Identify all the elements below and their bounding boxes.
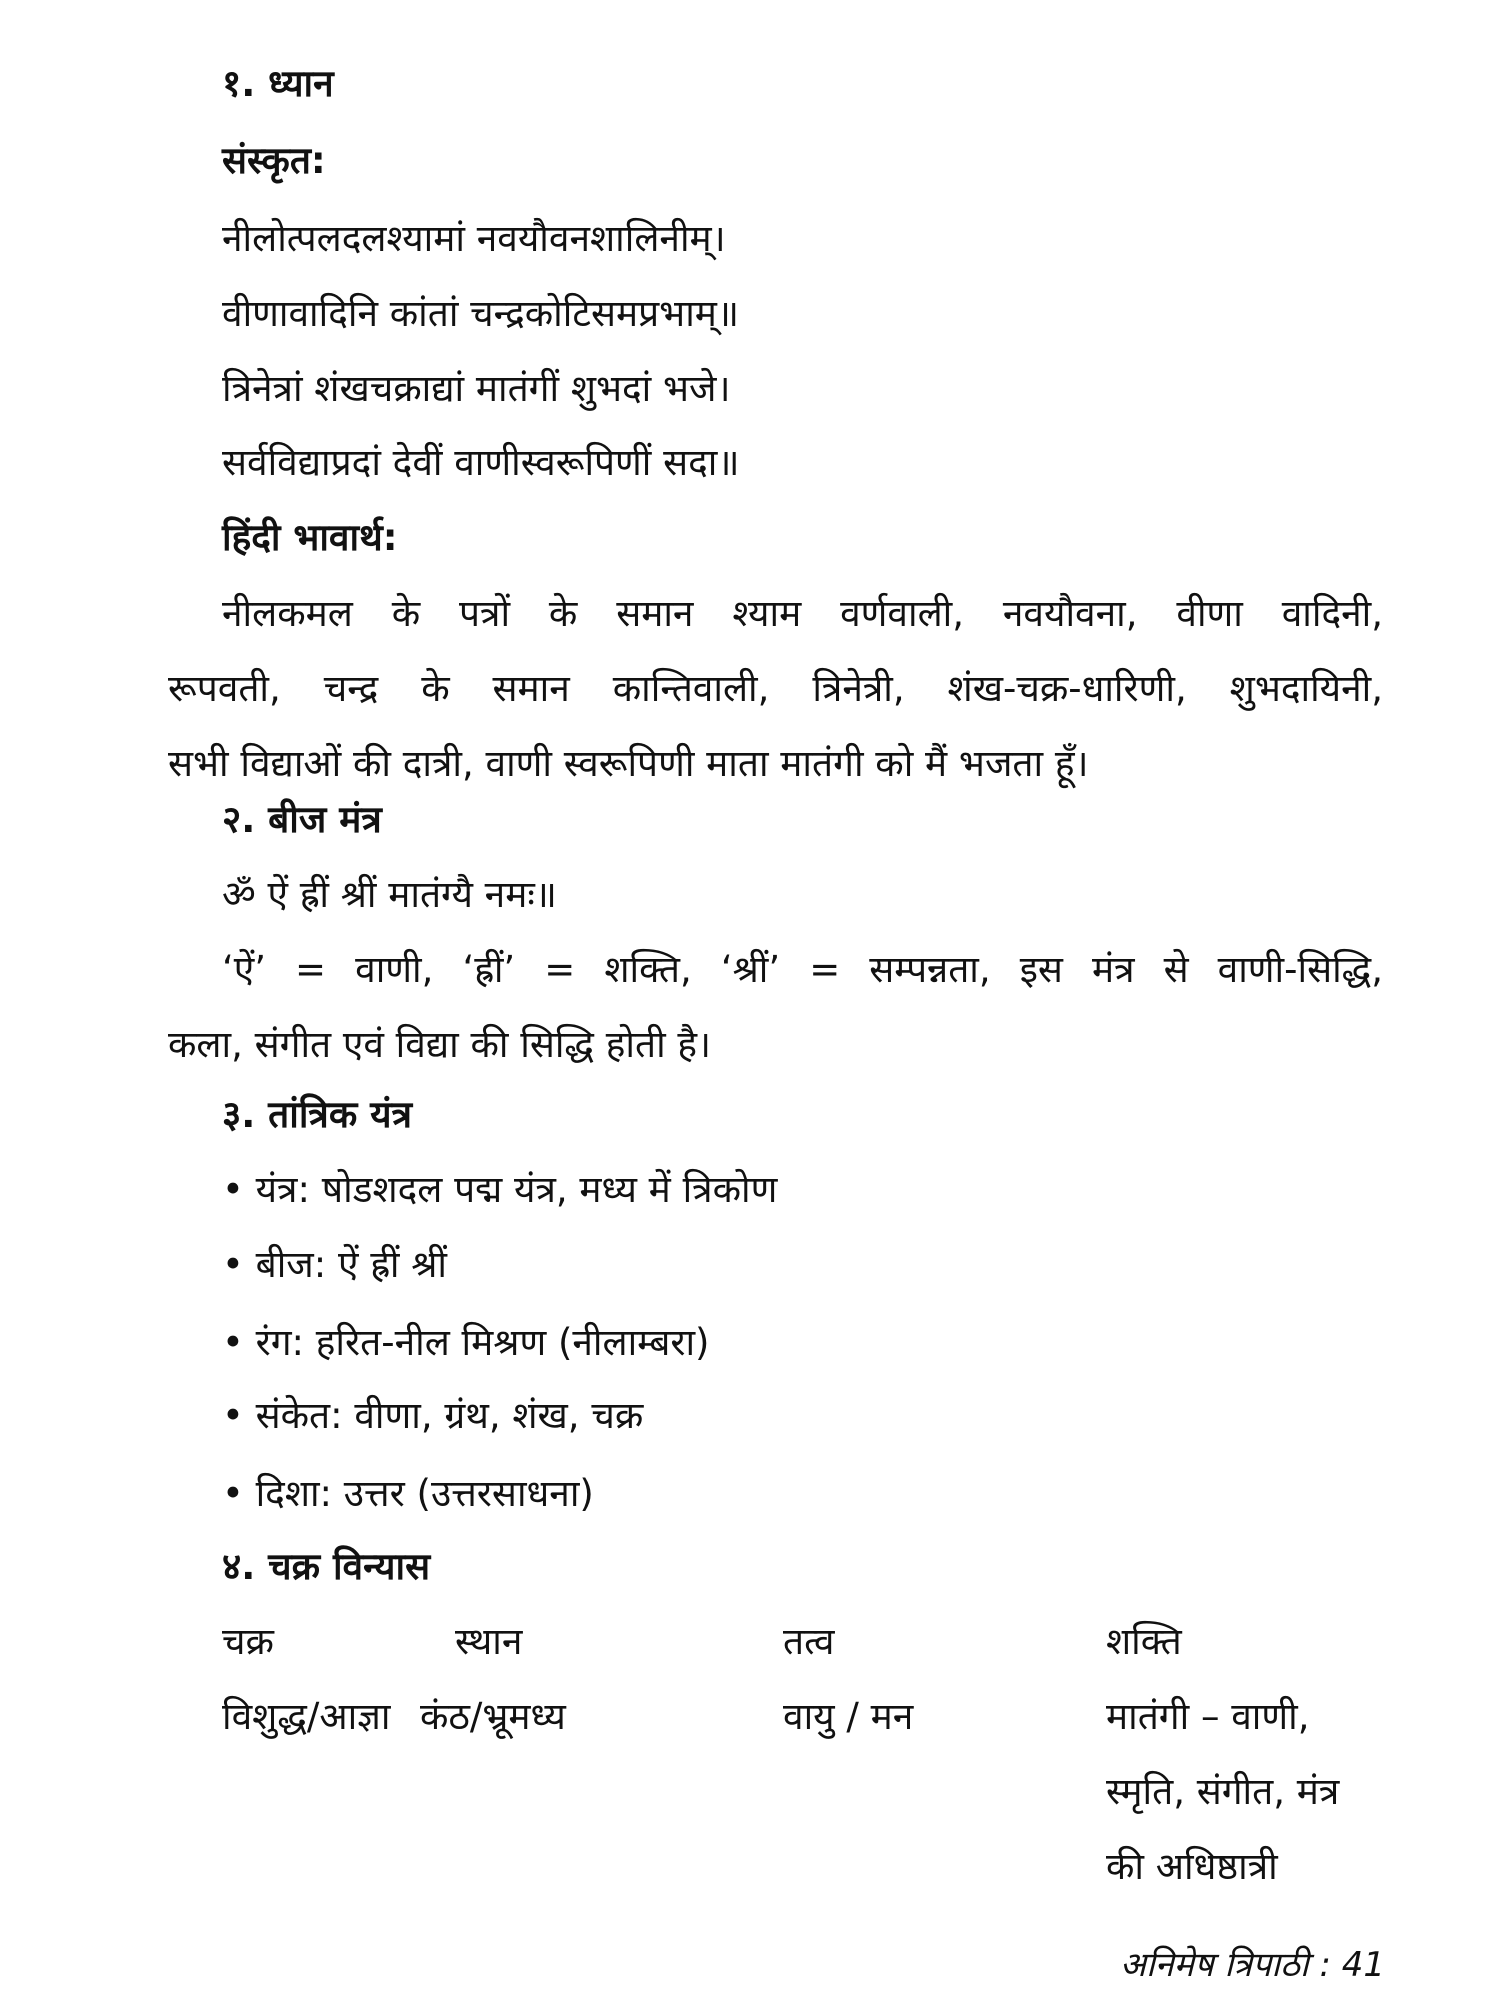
- section3-heading: ३. तांत्रिक यंत्र: [222, 1093, 413, 1136]
- list-item: • दिशा: उत्तर (उत्तरसाधना): [222, 1472, 594, 1515]
- verse-line: त्रिनेत्रां शंखचक्राद्यां मातंगीं शुभदां भजे।: [222, 367, 731, 410]
- table-header: चक्र: [222, 1620, 274, 1663]
- list-item: • संकेत: वीणा, ग्रंथ, शंख, चक्र: [222, 1394, 644, 1437]
- section1-heading: १. ध्यान: [222, 62, 334, 105]
- table-cell: मातंगी – वाणी,: [1106, 1695, 1310, 1738]
- mantra: ॐ ऐं ह्रीं श्रीं मातंग्यै नमः॥: [222, 873, 557, 916]
- verse-line: नीलोत्पलदलश्यामां नवयौवनशालिनीम्।: [222, 217, 726, 260]
- hindi-label: हिंदी भावार्थ:: [222, 516, 398, 559]
- verse-line: वीणावादिनि कांतां चन्द्रकोटिसमप्रभाम्॥: [222, 292, 740, 335]
- section4-heading: ४. चक्र विन्यास: [222, 1545, 431, 1588]
- sanskrit-label: संस्कृत:: [222, 139, 326, 182]
- meaning-line: सभी विद्याओं की दात्री, वाणी स्वरूपिणी माता मातंगी को मैं भजता हूँ।: [168, 742, 1089, 785]
- table-cell: वायु / मन: [783, 1695, 914, 1738]
- table-header: स्थान: [455, 1620, 523, 1663]
- list-item: • रंग: हरित-नील मिश्रण (नीलाम्बरा): [222, 1321, 710, 1364]
- table-header: तत्व: [783, 1620, 835, 1663]
- table-cell: स्मृति, संगीत, मंत्र: [1106, 1770, 1340, 1813]
- table-cell: विशुद्ध/आज्ञा: [222, 1695, 391, 1738]
- section2-heading: २. बीज मंत्र: [222, 798, 382, 841]
- meaning-line: रूपवती, चन्द्र के समान कान्तिवाली, त्रिनेत्री, शंख-चक्र-धारिणी, शुभदायिनी,: [168, 667, 1383, 710]
- table-cell: की अधिष्ठात्री: [1106, 1845, 1278, 1888]
- meaning-line: नीलकमल के पत्रों के समान श्याम वर्णवाली, नवयौवना, वीणा वादिनी,: [222, 592, 1383, 635]
- explanation-line: कला, संगीत एवं विद्या की सिद्धि होती है।: [168, 1023, 712, 1066]
- table-cell: कंठ/भ्रूमध्य: [420, 1695, 566, 1738]
- list-item: • यंत्र: षोडशदल पद्म यंत्र, मध्य में त्रिकोण: [222, 1168, 778, 1211]
- table-header: शक्ति: [1106, 1620, 1182, 1663]
- verse-line: सर्वविद्याप्रदां देवीं वाणीस्वरूपिणीं सदा॥: [222, 441, 740, 484]
- explanation-line: ‘ऐं’ = वाणी, ‘ह्रीं’ = शक्ति, ‘श्रीं’ = सम्पन्नता, इस मंत्र से वाणी-सिद्धि,: [222, 948, 1383, 991]
- list-item: • बीज: ऐं ह्रीं श्रीं: [222, 1243, 447, 1286]
- page-footer: अनिमेष त्रिपाठी : 41: [1119, 1945, 1385, 1985]
